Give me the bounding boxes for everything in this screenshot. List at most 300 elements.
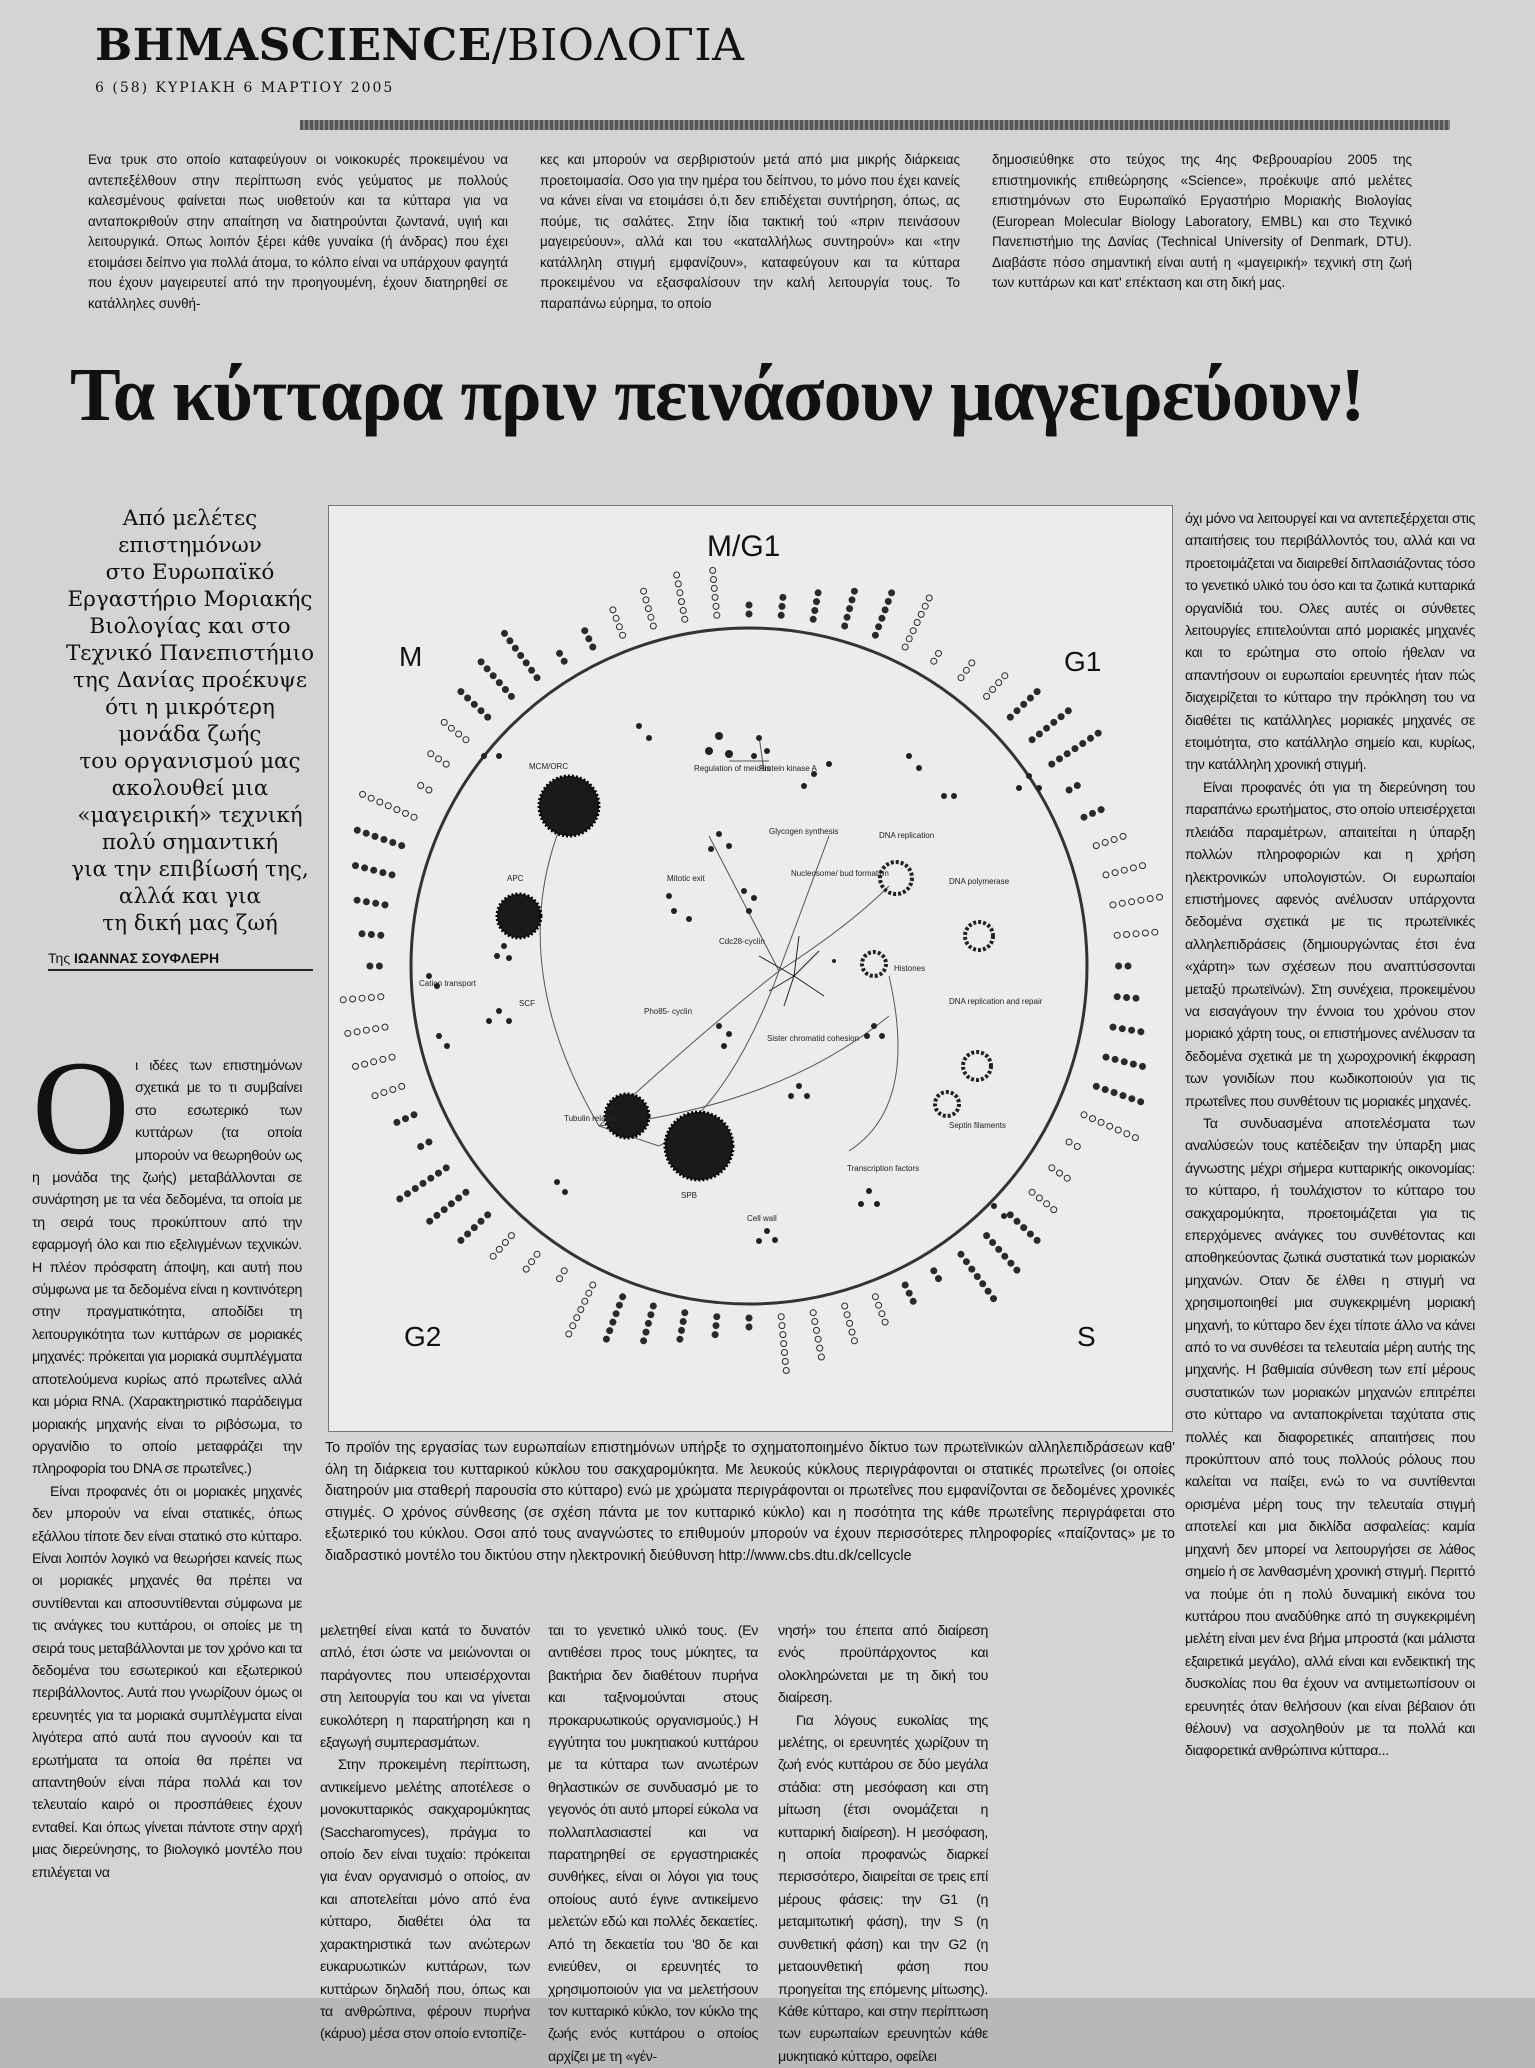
expression-dot <box>380 870 386 876</box>
deck-line: στο Ευρωπαϊκό <box>105 560 275 585</box>
expression-dot <box>1112 1056 1118 1062</box>
cell-cycle-circle <box>411 628 1087 1304</box>
expression-dot <box>1051 719 1057 725</box>
expression-dot <box>381 837 387 843</box>
expression-dot <box>910 628 916 634</box>
expression-dot <box>991 1296 997 1302</box>
expression-dot <box>643 1329 649 1335</box>
expression-timeline-ring <box>340 568 1162 1374</box>
expression-dot <box>842 623 848 629</box>
expression-dot <box>645 1320 651 1326</box>
expression-dot <box>508 1233 514 1239</box>
expression-dot <box>354 827 360 833</box>
deck-line: αλλά και για <box>118 884 262 909</box>
expression-dot <box>471 1225 477 1231</box>
deck-line: Εργαστήριο Μοριακής <box>67 587 313 612</box>
paragraph: νησή» του έπειτα από διαίρεση ενός προϋπάρχοντος και ολοκληρώνεται με τη δική του διαίρεση. <box>778 1623 988 1707</box>
polymerase-cluster <box>965 922 993 950</box>
expression-dot <box>746 611 752 617</box>
paragraph: μελετηθεί είναι κατά το δυνατόν απλό, έτσι ώστε να μειώνονται οι παράγοντες που υπεισέρχονται στη λειτουργία του και να γίνεται ευκολότερη η παρατήρηση και η εξαγωγή συμπερασμάτων. <box>320 1623 530 1752</box>
expression-dot <box>616 1302 622 1308</box>
label-glycogen: Glycogen synthesis <box>769 827 839 836</box>
expression-dot <box>812 608 818 614</box>
expression-dot <box>906 1290 912 1296</box>
expression-dot <box>922 603 928 609</box>
deck-line: μονάδα ζωής <box>118 722 262 747</box>
expression-dot <box>1129 1096 1135 1102</box>
expression-dot <box>817 1345 823 1351</box>
expression-dot <box>1103 1054 1109 1060</box>
expression-dot <box>931 1268 937 1274</box>
expression-dot <box>610 607 616 613</box>
expression-dot <box>448 1201 454 1207</box>
expression-dot <box>463 737 469 743</box>
expression-dot <box>574 1315 580 1321</box>
expression-dot <box>502 687 508 693</box>
expression-dot <box>1049 761 1055 767</box>
expression-dot <box>780 1332 786 1338</box>
expression-dot <box>586 1290 592 1296</box>
intro-column-3: δημοσιεύθηκε στο τεύχος της 4ης Φεβρουαρίου 2005 της επιστημονικής επιθεώρησης «Science», προέκυψε από μελέτες επιστημόνων στο Ευρωπαϊκό Εργαστήριο Μοριακής Βιολογίας (European Molecular Biology Laboratory, EMBL) και στο Τεχνικό Πανεπιστήμιο της Δανίας (Technical University of Denmark, DTU). Διαβάστε πόσο σημαντική είναι αυτή η «μαγειρική» τεχνική στη ζωή των κυττάρων και κατ' επέκταση και στη δική μας. <box>992 152 1412 290</box>
expression-dot <box>710 568 716 574</box>
deck-line: Βιολογίας και στο <box>89 614 291 639</box>
expression-dot <box>590 1282 596 1288</box>
expression-dot <box>1152 929 1158 935</box>
label-tubulin: Tubulin related <box>564 1114 617 1123</box>
expression-dot <box>931 658 937 664</box>
expression-dot <box>984 693 990 699</box>
expression-dot <box>390 840 396 846</box>
expression-dot <box>1130 1061 1136 1067</box>
label-nucleosome: Nucleosome/ bud formation <box>791 869 889 878</box>
expression-dot <box>1103 872 1109 878</box>
expression-dot <box>1129 1027 1135 1033</box>
masthead <box>95 20 744 71</box>
expression-dot <box>534 1251 540 1257</box>
expression-dot <box>456 731 462 737</box>
mcm-orc-complex <box>539 776 599 836</box>
expression-dot <box>1124 995 1130 1001</box>
phase-label-g2: G2 <box>404 1321 442 1352</box>
expression-dot <box>478 659 484 665</box>
intro-column-2: κες και μπορούν να σερβιριστούν μετά από μια μικρής διάρκειας προετοιμασία. Οσο για την ημέρα του δείπνου, το μόνο που έχει κανείς να κάνει είναι να ετοιμάσει ό,τι δεν επιδέχεται συντήρηση, όπως, ας πούμε, τις σαλάτες. Στην ίδια τακτική τού «πριν πεινάσουν μαγειρεύουν», αλλά και του «καταλλήλως συντηρούν» και «την κατάλληλη στιγμή εμφανίζουν», καταφεύγουν και τα κύτταρα προκειμένου να εξασφαλίσουν την καλή λειτουργία τους. Το παραπάνω εύρημα, το οποίο <box>540 152 960 311</box>
expression-dot <box>1007 1212 1013 1218</box>
expression-dot <box>359 931 365 937</box>
expression-dot <box>518 653 524 659</box>
expression-dot <box>713 1323 719 1329</box>
expression-dot <box>371 1059 377 1065</box>
expression-dot <box>713 603 719 609</box>
expression-dot <box>990 1240 996 1246</box>
expression-dot <box>1133 931 1139 937</box>
expression-dot <box>677 1336 683 1342</box>
expression-dot <box>810 1310 816 1316</box>
expression-dot <box>1112 870 1118 876</box>
label-cation: Cation transport <box>419 979 476 988</box>
expression-dot <box>372 833 378 839</box>
expression-dot <box>394 1119 400 1125</box>
dateline: 6 (58) ΚΥΡΙΑΚΗ 6 ΜΑΡΤΙΟΥ 2005 <box>95 80 395 96</box>
expression-dot <box>403 810 409 816</box>
expression-dot <box>371 867 377 873</box>
expression-dot <box>648 614 654 620</box>
expression-dot <box>780 594 786 600</box>
expression-dot <box>1044 725 1050 731</box>
expression-dot <box>902 644 908 650</box>
expression-dot <box>382 1024 388 1030</box>
expression-dot <box>350 996 356 1002</box>
expression-dot <box>815 590 821 596</box>
expression-dot <box>590 644 596 650</box>
expression-dot <box>648 1312 654 1318</box>
expression-dot <box>428 1175 434 1181</box>
expression-dot <box>1121 1059 1127 1065</box>
expression-dot <box>434 1212 440 1218</box>
expression-dot <box>508 693 514 699</box>
expression-dot <box>376 963 382 969</box>
expression-dot <box>1120 833 1126 839</box>
paragraph: Τα συνδυασμένα αποτελέσματα των αναλύσεών τους κατέδειξαν την ύπαρξη μιας άγνωστης μέχρι σήμερα κυτταρικής οικονομίας: το κύτταρο, ή τουλάχιστον το κύτταρο του σακχαρομύκητα, προετοιμάζεται για τις επερχόμενες ανάγκες του συνθέτοντας και αποθηκεύοντας ζωτικά συστατικά των μοριακών μηχανών. Οταν δε έλθει η στιγμή να χρησιμοποιηθεί μια συγκεκριμένη μοριακή μηχανή, το κύτταρο δεν έχει τίποτε άλλο να κάνει από το να συνθέσει τα τελευταία μέρη αυτής της μηχανής. Η βαθμιαία σύνθεση των επί μέρους συστατικών των μοριακών μηχανών επιτρέπει στο κύτταρο να ανταποκρίνεται ταχύτατα στις πολλές και διαφορετικές απαιτήσεις που προκύπτουν από τους πολλούς ρόλους που καλείται να παίξει, ενώ το να συντίθενται ορισμένα μέρη τους την τελευταία στιγμή αποτελεί και μια δικλίδα ασφαλείας: καμία μηχανή δεν μπορεί να λειτουργήσει σε λάθος σημείο ή σε λανθασμένη χρονική στιγμή. Περιττό να πούμε ότι η πολύ δυναμική εικόνα του κυττάρου που αναδύθηκε από τη συγκεκριμένη μελέτη είναι μεν ένα βήμα μπροστά (και μάλιστα εξαιρετικά μεγάλο), αλλά είναι και ενδεικτική της δυσκολίας που θα έχουν να αντιμετωπίσουν οι ερευνητές όταν θελήσουν (και είναι βέβαιον ότι θέλουν) να ασχοληθούν με τα πολλά και διαφορετικά ανθρώπινα κύτταρα... <box>1185 1115 1475 1760</box>
expression-dot <box>620 1294 626 1300</box>
expression-dot <box>1021 701 1027 707</box>
expression-dot <box>714 1314 720 1320</box>
expression-dot <box>1121 867 1127 873</box>
edge <box>849 976 898 1151</box>
expression-dot <box>1027 1231 1033 1237</box>
expression-dot <box>1081 1112 1087 1118</box>
expression-dot <box>1058 714 1064 720</box>
expression-dot <box>1027 695 1033 701</box>
expression-dot <box>1044 1201 1050 1207</box>
body-column-4 <box>778 1620 988 2068</box>
edge <box>779 886 889 971</box>
expression-dot <box>1088 735 1094 741</box>
expression-dot <box>443 1165 449 1171</box>
expression-dot <box>561 1268 567 1274</box>
expression-dot <box>882 607 888 613</box>
label-histones: Histones <box>894 964 926 973</box>
deck-line: για την επιβίωσή της, <box>71 857 309 882</box>
label-transcription: Transcription factors <box>847 1164 920 1173</box>
expression-dot <box>1157 894 1163 900</box>
figure-caption: Το προϊόν της εργασίας των ευρωπαίων επιστημόνων υπήρξε το σχηματοποιημένο δίκτυο των πρωτεϊνικών αλληλεπιδράσεων καθ' όλη τη διάρκεια του κυτταρικού κύκλου του σακχαρομύκητα. Με λευκούς κύκλους περιγράφονται οι στατικές πρωτεΐνες (οι οποίες διατηρούν μια σταθερή παρουσία στο κύτταρο) ενώ με χρώματα περιγράφονται οι πρωτεΐνες που εμφανίζονται σε δεδομένες χρονικές στιγμές. Ο χρόνος σύνθεσης (σε σχέση πάντα με τον κυτταρικό κύκλο) και η ποσότητα της κάθε πρωτεΐνης περιγράφεται στο εξωτερικό του κύκλου. Οσοι από τους αναγνώστες το επιθυμούν μπορούν να έχουν περισσότερες πληροφορίες «παίζοντας» με το διαδραστικό μοντέλο του δικτύου στην ηλεκτρονική διεύθυνση http://www.cbs.dtu.dk/cellcycle <box>325 1440 1175 1564</box>
phase-label-mg1: M/G1 <box>707 530 781 563</box>
deck-line: επιστημόνων <box>118 533 262 558</box>
expression-dot <box>418 1144 424 1150</box>
paragraph: Είναι προφανές ότι οι μοριακές μηχανές δεν μπορούν να είναι στατικές, όπως εξάλλου τίποτε δεν είναι στατικό στο κύτταρο. Είναι λοιπόν λογικό να θεωρήσει κανείς πως οι μοριακές μηχανές θα πρέπει να συντίθενται και αποσυντίθενται σύμφωνα με τις ανάγκες του κυττάρου, οι οποίες με τη σειρά τους μεταβάλλονται με τον χρόνο και τα δεδομένα του εσωτερικού και εξωτερικού περιβάλλοντος. Αυτά που γνωρίζουν όμως οι ερευνητές για τα μοριακά συμπλέγματα είναι λιγότερα από αυτά που αγνοούν και τα ερωτήματα τα οποία θα πρέπει να απαντηθούν είναι πάρα πολλά και τον τελευταίο καιρό οι προσπάθειες έχουν ενταθεί. Και όπως γίνεται πάντοτε στην αρχή μιας διερεύνησης, το βιολογικό μοντέλο που επιλέγεται να <box>32 1483 302 1881</box>
expression-dot <box>399 1083 405 1089</box>
expression-dot <box>815 1336 821 1342</box>
expression-dot <box>359 995 365 1001</box>
body-column-1 <box>32 1034 302 1884</box>
expression-dot <box>428 751 434 757</box>
expression-dot <box>411 1112 417 1118</box>
expression-dot <box>586 636 592 642</box>
label-pho85: Pho85- cyclin <box>644 1007 693 1016</box>
expression-dot <box>1107 1123 1113 1129</box>
expression-dot <box>607 1328 613 1334</box>
expression-dot <box>345 1030 351 1036</box>
expression-dot <box>1125 963 1131 969</box>
expression-dot <box>1124 932 1130 938</box>
expression-dot <box>1007 714 1013 720</box>
expression-dot <box>1110 902 1116 908</box>
expression-dot <box>1090 810 1096 816</box>
expression-dot <box>490 1253 496 1259</box>
expression-dot <box>680 1319 686 1325</box>
expression-dot <box>1111 837 1117 843</box>
expression-dot <box>990 687 996 693</box>
label-polymerase: DNA polymerase <box>949 877 1010 886</box>
expression-dot <box>1029 737 1035 743</box>
expression-dot <box>1036 731 1042 737</box>
expression-dot <box>502 1240 508 1246</box>
expression-dot <box>485 714 491 720</box>
expression-dot <box>778 612 784 618</box>
deck-line: του οργανισμού μας <box>79 749 301 774</box>
expression-dot <box>1014 1267 1020 1273</box>
label-repair: DNA replication and repair <box>949 997 1043 1006</box>
expression-dot <box>1080 741 1086 747</box>
expression-dot <box>529 667 535 673</box>
expression-dot <box>340 997 346 1003</box>
expression-dot <box>914 620 920 626</box>
expression-dot <box>566 1331 572 1337</box>
expression-dot <box>682 1310 688 1316</box>
deck-line: πολύ σημαντική <box>101 830 279 855</box>
expression-dot <box>781 1341 787 1347</box>
headline: Τα κύτταρα πριν πεινάσουν μαγειρεύουν! <box>70 353 1365 437</box>
expression-dot <box>849 597 855 603</box>
expression-dot <box>885 598 891 604</box>
expression-dot <box>412 1186 418 1192</box>
expression-dot <box>557 1276 563 1282</box>
expression-dot <box>1119 900 1125 906</box>
expression-dot <box>529 1259 535 1265</box>
network-figure <box>328 505 1173 1432</box>
expression-dot <box>1142 930 1148 936</box>
expression-dot <box>847 1320 853 1326</box>
expression-dot <box>778 1314 784 1320</box>
expression-dot <box>844 1312 850 1318</box>
expression-dot <box>1014 708 1020 714</box>
expression-dot <box>380 1056 386 1062</box>
expression-dot <box>1029 1189 1035 1195</box>
expression-dot <box>354 1029 360 1035</box>
expression-dot <box>613 615 619 621</box>
expression-dot <box>782 1359 788 1365</box>
expression-dot <box>443 761 449 767</box>
expression-dot <box>1138 1029 1144 1035</box>
expression-dot <box>1114 932 1120 938</box>
expression-dot <box>613 1311 619 1317</box>
expression-dot <box>471 701 477 707</box>
expression-dot <box>478 708 484 714</box>
deck-line: ότι η μικρότερη <box>105 695 275 720</box>
expression-dot <box>814 599 820 605</box>
spb-complex <box>665 1112 733 1180</box>
expression-dot <box>353 1063 359 1069</box>
expression-dot <box>1034 689 1040 695</box>
small-motifs <box>426 723 1042 1244</box>
phase-label-m: M <box>399 641 423 672</box>
byline <box>48 950 313 971</box>
expression-dot <box>418 783 424 789</box>
expression-dot <box>876 1302 882 1308</box>
expression-dot <box>1098 1119 1104 1125</box>
expression-dot <box>746 1324 752 1330</box>
expression-dot <box>1081 814 1087 820</box>
expression-dot <box>523 660 529 666</box>
expression-dot <box>1021 1225 1027 1231</box>
expression-dot <box>557 650 563 656</box>
label-cdc28: Cdc28-cyclin <box>719 937 765 946</box>
expression-dot <box>889 590 895 596</box>
expression-dot <box>1074 1144 1080 1150</box>
expression-dot <box>484 666 490 672</box>
expression-dot <box>490 673 496 679</box>
expression-dot <box>1116 963 1122 969</box>
expression-dot <box>963 1259 969 1265</box>
expression-dot <box>368 932 374 938</box>
expression-dot <box>985 1288 991 1294</box>
phase-label-g1: G1 <box>1064 646 1102 677</box>
expression-dot <box>1114 994 1120 1000</box>
label-apc: APC <box>507 874 524 883</box>
expression-dot <box>385 803 391 809</box>
expression-dot <box>712 594 718 600</box>
deck-line: Τεχνικό Πανεπιστήμιο <box>65 641 315 666</box>
expression-dot <box>812 1319 818 1325</box>
expression-dot <box>1066 787 1072 793</box>
expression-dot <box>680 608 686 614</box>
expression-dot <box>1057 1170 1063 1176</box>
histones-cluster <box>862 952 886 976</box>
body-column-3 <box>548 1620 758 2068</box>
cdc28-hub <box>832 959 836 963</box>
expression-dot <box>1093 1083 1099 1089</box>
label-dnarep: DNA replication <box>879 831 935 840</box>
paragraph: Στην προκειμένη περίπτωση, αντικείμενο μελέτης αποτέλεσε ο μονοκυτταρικός σακχαρομύκητας (Saccharomyces), πράγμα το οποίο δεν είναι τυχαίο: πρόκειται για έναν οργανισμό ο οποίος, αν και αποτελείται μόνο από ένα κύτταρο, διαθέτει όλα τα χαρακτηριστικά των ανώτερων ευκαρυωτικών κυττάρων, των κυττάρων δηλαδή που, όπως και τα ανθρώπινα, φέρουν πυρήνα (κάρυο) μέσα στον οποίο εντοπίζε- <box>320 1757 530 2043</box>
expression-dot <box>399 843 405 849</box>
expression-dot <box>849 1329 855 1335</box>
expression-dot <box>427 1218 433 1224</box>
expression-dot <box>1002 673 1008 679</box>
expression-dot <box>679 1327 685 1333</box>
expression-dot <box>958 675 964 681</box>
expression-dot <box>373 1026 379 1032</box>
expression-dot <box>1057 756 1063 762</box>
expression-dot <box>851 588 857 594</box>
expression-dot <box>378 932 384 938</box>
expression-dot <box>936 650 942 656</box>
protein-complexes <box>426 723 1042 1244</box>
expression-dot <box>783 1368 789 1374</box>
expression-dot <box>363 830 369 836</box>
expression-dot <box>465 695 471 701</box>
expression-dot <box>1129 899 1135 905</box>
expression-dot <box>1065 708 1071 714</box>
expression-dot <box>1130 865 1136 871</box>
repair-cluster <box>963 1052 991 1080</box>
expression-dot <box>389 872 395 878</box>
phase-label-s: S <box>1077 1321 1096 1352</box>
body-column-5 <box>1185 508 1475 1763</box>
expression-dot <box>354 897 360 903</box>
expression-dot <box>570 1323 576 1329</box>
expression-dot <box>645 606 651 612</box>
expression-dot <box>616 624 622 630</box>
label-cellwall: Cell wall <box>747 1214 777 1223</box>
expression-dot <box>711 585 717 591</box>
expression-dot <box>782 1350 788 1356</box>
expression-dot <box>1064 1175 1070 1181</box>
expression-dot <box>872 632 878 638</box>
expression-dot <box>1147 896 1153 902</box>
author-name: ΙΩΑΝΝΑΣ ΣΟΥΦΛΕΡΗ <box>73 950 220 966</box>
expression-dot <box>980 1281 986 1287</box>
expression-dot <box>426 787 432 793</box>
brand-name: ΒΗΜΑSCIENCE <box>95 20 492 71</box>
expression-dot <box>969 660 975 666</box>
label-meiosis: Regulation of meiosis <box>694 764 771 773</box>
expression-dot <box>403 1116 409 1122</box>
dna-replication-cluster <box>880 862 912 894</box>
label-mitotic: Mitotic exit <box>667 874 705 883</box>
header-rule <box>300 120 1450 130</box>
expression-dot <box>847 606 853 612</box>
expression-dot <box>1110 1024 1116 1030</box>
edge <box>779 836 829 971</box>
expression-dot <box>675 581 681 587</box>
label-scf: SCF <box>519 999 535 1008</box>
expression-dot <box>650 1303 656 1309</box>
paragraph: Είναι προφανές ότι για τη διερεύνηση του παραπάνω ερωτήματος, στο οποίο υπεισέρχεται πλειάδα παραμέτρων, απαιτείται η ύπαρξη πολλών πληροφοριών και η χρήση ηλεκτρονικών υπολογιστών. Οι ευρωπαίοι επιστήμονες αφενός ανέλυσαν υπάρχοντα δεδομένα σχετικά με τις πρωτεϊνικές αλληλεπιδράσεις (δημιουργώντας έτσι ένα «χάρτη» των σχέσεων που αναπτύσσονται μεταξύ πρωτεϊνών). Στη συνέχεια, προκειμένου να εισαγάγουν την έννοια του χρόνου στον μοριακό χάρτη τους, οι επιστήμονες ανέλυσαν τα δεδομένα σχετικά με τη χωροχρονική έκφραση των γονιδίων που κωδικοποιούν για τις πρωτεΐνες που συνθέτουν τις μοριακές μηχανές. <box>1185 779 1475 1110</box>
expression-dot <box>436 1170 442 1176</box>
expression-dot <box>879 1311 885 1317</box>
expression-dot <box>363 899 369 905</box>
deck-line: της Δανίας προέκυψε <box>73 668 307 693</box>
expression-dot <box>441 719 447 725</box>
expression-dot <box>561 658 567 664</box>
expression-dot <box>465 1231 471 1237</box>
expression-dot <box>996 1246 1002 1252</box>
expression-dot <box>677 590 683 596</box>
expression-dot <box>1014 1218 1020 1224</box>
expression-dot <box>1111 1090 1117 1096</box>
expression-dot <box>984 1233 990 1239</box>
deck-line: Από μελέτες <box>122 506 258 531</box>
expression-dot <box>844 614 850 620</box>
expression-dot <box>918 611 924 617</box>
expression-dot <box>502 630 508 636</box>
expression-dot <box>389 1054 395 1060</box>
expression-dot <box>512 645 518 651</box>
expression-dot <box>1049 1165 1055 1171</box>
expression-dot <box>1120 1093 1126 1099</box>
expression-dot <box>405 1191 411 1197</box>
expression-dot <box>382 902 388 908</box>
expression-dot <box>397 1196 403 1202</box>
intro-column-1: Ενα τρυκ στο οποίο καταφεύγουν οι νοικοκυρές προκειμένου να αντεπεξέλθουν στην περίπτωση ενός γεύματος με πολλούς καλεσμένους φαίνεται πως υιοθετούν και τα κύτταρα για να ανταποκριθούν στην απαίτηση να διατηρούνται ζωντανά, υγιή και λειτουργικά. Οπως λοιπόν ξέρει κάθε γυναίκα (ή άνδρας) που έχει ετοιμάσει δείπνο για πολλά άτομα, το κόλπο είναι να υπάρχουν φαγητά που έχουν μαγειρευτεί από την προηγουμένη, έχουν διατηρηθεί σε κατάλληλες συνθή- <box>88 152 508 311</box>
expression-dot <box>582 1298 588 1304</box>
expression-dot <box>879 615 885 621</box>
label-mcm: MCM/ORC <box>529 762 569 771</box>
expression-dot <box>674 572 680 578</box>
expression-dot <box>372 1093 378 1099</box>
expression-dot <box>1008 1260 1014 1266</box>
expression-dot <box>746 1315 752 1321</box>
